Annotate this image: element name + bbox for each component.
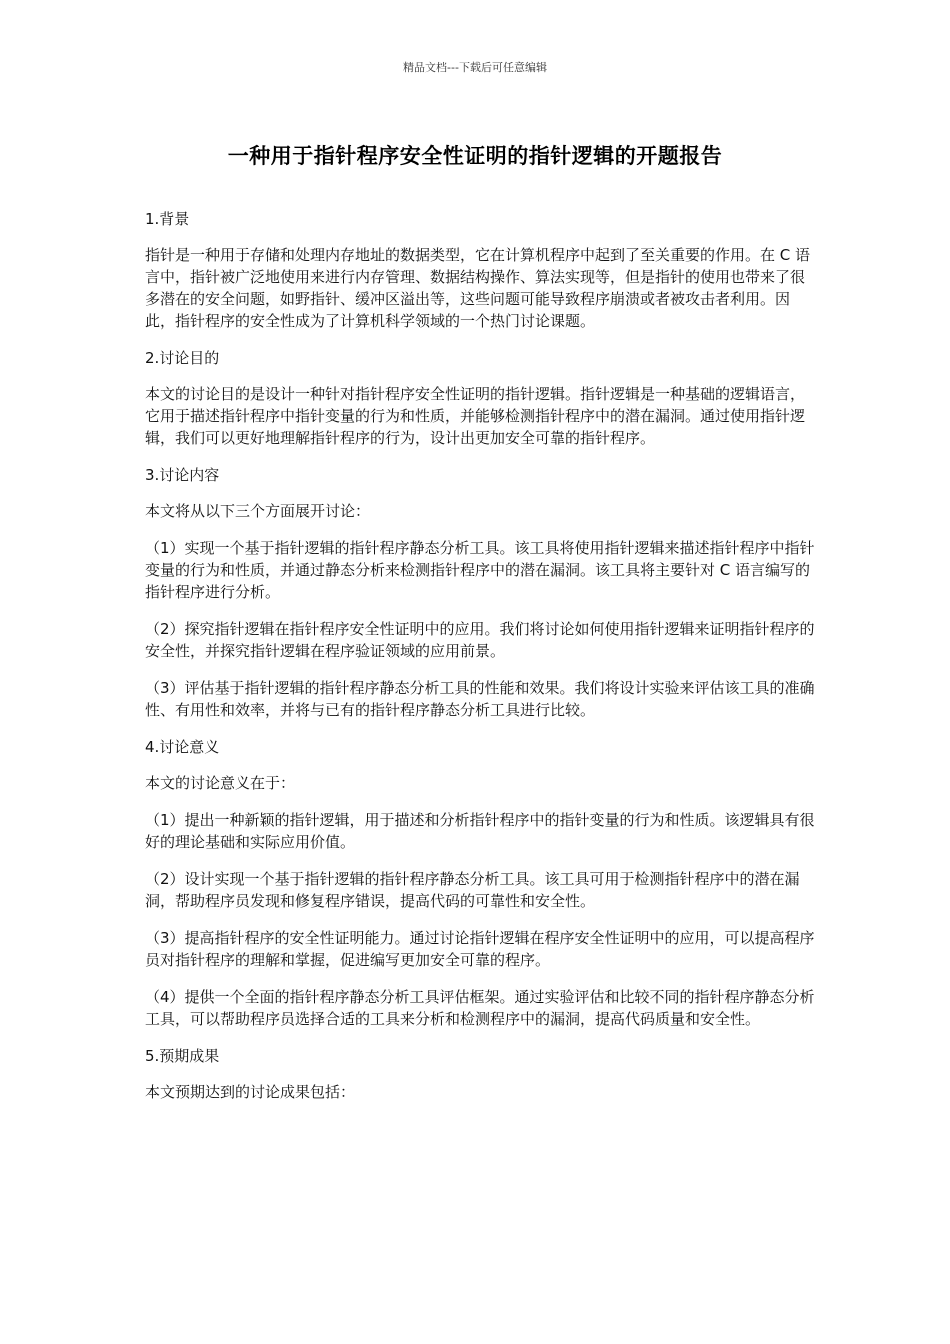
paragraph-content-item-3: （3）评估基于指针逻辑的指针程序静态分析工具的性能和效果。我们将设计实验来评估该工具的准确性、有用性和效率，并将与已有的指针程序静态分析工具进行比较。 [145, 679, 815, 719]
paragraph-content-item-1: （1）实现一个基于指针逻辑的指针程序静态分析工具。该工具将使用指针逻辑来描述指针程序中指针变量的行为和性质，并通过静态分析来检测指针程序中的潜在漏洞。该工具将主要针对 C 语言编写的指针程序进行分析。 [145, 539, 815, 601]
paragraph-significance-item-1: （1）提出一种新颖的指针逻辑，用于描述和分析指针程序中的指针变量的行为和性质。该逻辑具有很好的理论基础和实际应用价值。 [145, 811, 815, 851]
paragraph-content-intro: 本文将从以下三个方面展开讨论： [145, 502, 371, 520]
document-title: 一种用于指针程序安全性证明的指针逻辑的开题报告 [227, 144, 723, 168]
paragraph-expected-results-intro: 本文预期达到的讨论成果包括： [145, 1083, 356, 1101]
paragraph-purpose: 本文的讨论目的是设计一种针对指针程序安全性证明的指针逻辑。指针逻辑是一种基础的逻辑语言，它用于描述指针程序中指针变量的行为和性质，并能够检测指针程序中的潜在漏洞。通过使用指针逻辑，我们可以更好地理解指针程序的行为，设计出更加安全可靠的指针程序。 [145, 385, 806, 447]
paragraph-significance-intro: 本文的讨论意义在于： [145, 774, 296, 792]
document-body [145, 208, 817, 1118]
paragraph-background: 指针是一种用于存储和处理内存地址的数据类型，它在计算机程序中起到了至关重要的作用。在 C 语言中，指针被广泛地使用来进行内存管理、数据结构操作、算法实现等，但是指针的使用也带来了很多潜在的安全问题，如野指针、缓冲区溢出等，这些问题可能导致程序崩溃或者被攻击者利用。因此，指针程序的安全性成为了计算机科学领域的一个热门讨论课题。 [145, 246, 811, 330]
section-heading-purpose: 2.讨论目的 [145, 349, 220, 367]
section-heading-content: 3.讨论内容 [145, 466, 220, 484]
section-heading-background: 1.背景 [145, 210, 190, 228]
section-heading-expected-results: 5.预期成果 [145, 1047, 220, 1065]
paragraph-significance-item-4: （4）提供一个全面的指针程序静态分析工具评估框架。通过实验评估和比较不同的指针程序静态分析工具，可以帮助程序员选择合适的工具来分析和检测程序中的漏洞，提高代码质量和安全性。 [145, 988, 815, 1028]
paragraph-significance-item-2: （2）设计实现一个基于指针逻辑的指针程序静态分析工具。该工具可用于检测指针程序中的潜在漏洞，帮助程序员发现和修复程序错误，提高代码的可靠性和安全性。 [145, 870, 800, 910]
section-heading-significance: 4.讨论意义 [145, 738, 220, 756]
paragraph-significance-item-3: （3）提高指针程序的安全性证明能力。通过讨论指针逻辑在程序安全性证明中的应用，可以提高程序员对指针程序的理解和掌握，促进编写更加安全可靠的程序。 [145, 929, 815, 969]
paragraph-content-item-2: （2）探究指针逻辑在指针程序安全性证明中的应用。我们将讨论如何使用指针逻辑来证明指针程序的安全性，并探究指针逻辑在程序验证领域的应用前景。 [145, 620, 815, 660]
page-header: 精品文档---下载后可任意编辑 [403, 61, 547, 74]
